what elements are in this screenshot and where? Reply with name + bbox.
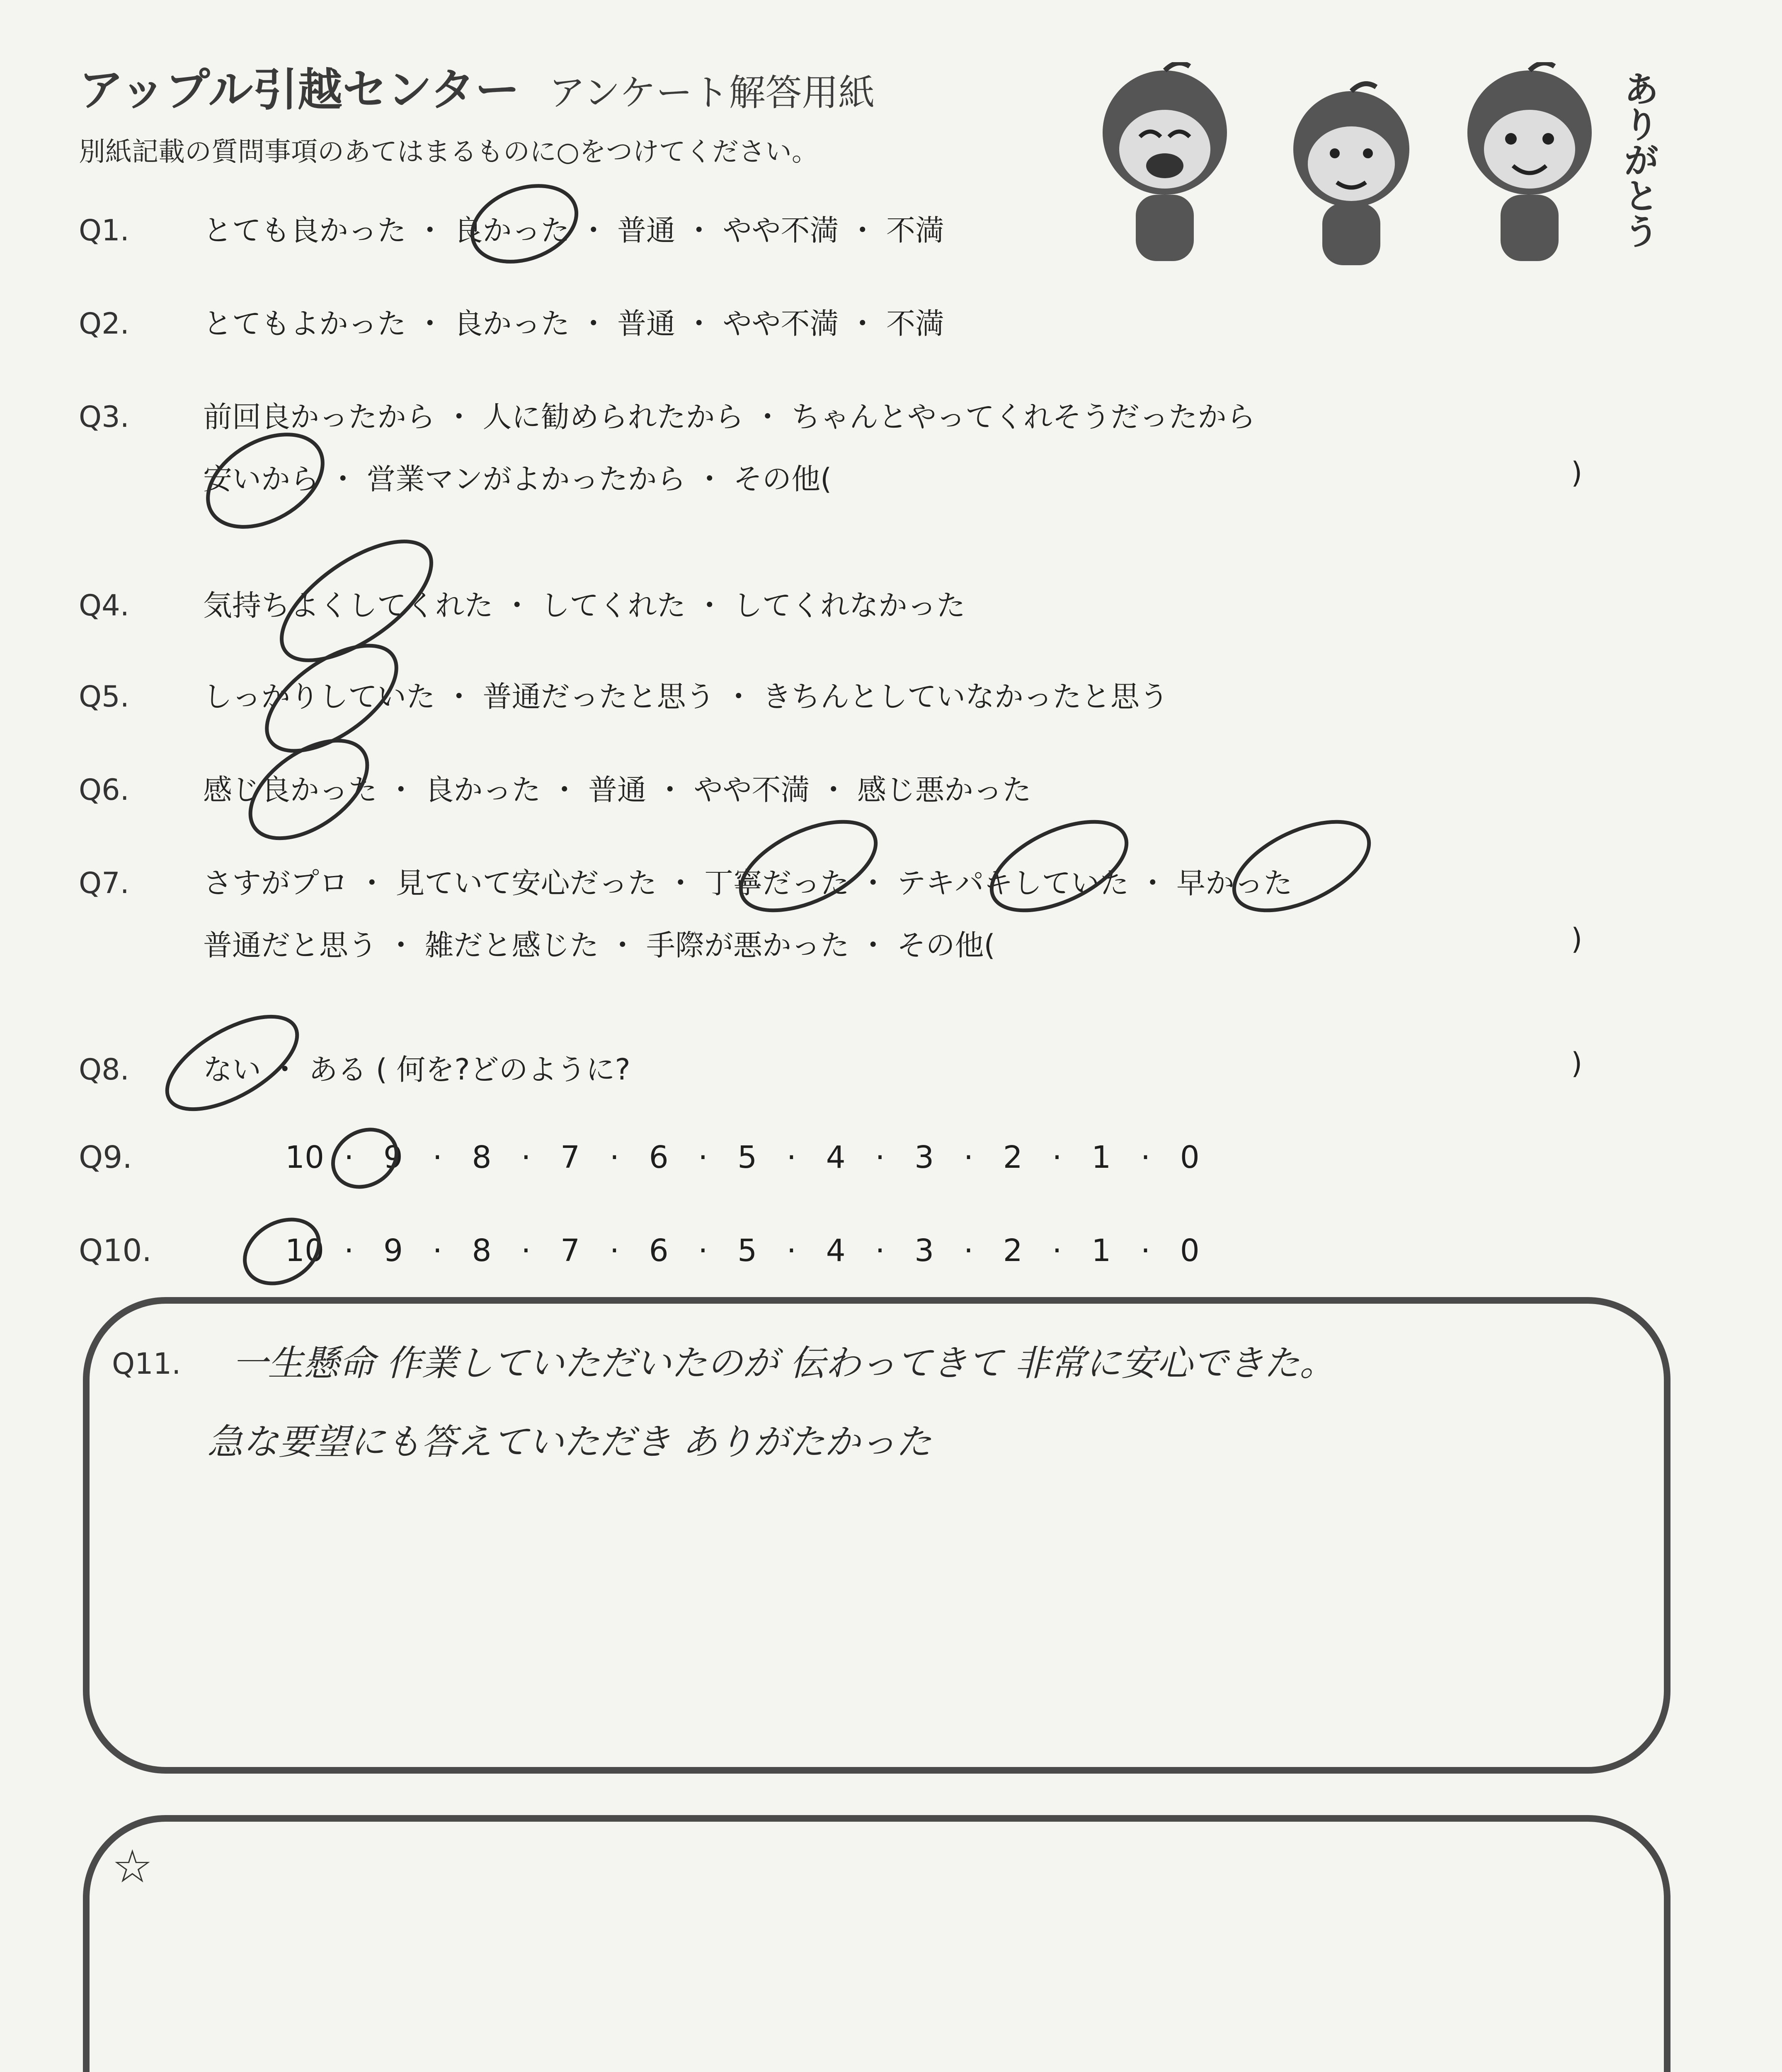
comment-box — [83, 1815, 1670, 2072]
scale-value: 3 — [914, 1233, 934, 1268]
question-options: さすがプロ ・ 見ていて安心だった ・ 丁寧だった ・ テキパキしていた ・ 早かった — [203, 866, 1293, 900]
scale-value: 10 — [285, 1140, 325, 1175]
question-options: ない ・ ある ( 何を?どのように? — [203, 1053, 630, 1087]
question-q3 — [79, 394, 1256, 436]
question-number: Q7. — [79, 866, 129, 900]
scale-value: 3 — [914, 1140, 934, 1175]
question-q10: Q10. 10 · 9 · 8 · 7 · 6 · 5 · 4 · 3 · 2 · 1 · 0 — [79, 1233, 1229, 1268]
scale-value: 6 — [649, 1233, 669, 1268]
paren-close: ) — [1571, 456, 1583, 490]
scale-value: 4 — [826, 1140, 846, 1175]
scale-value: 4 — [826, 1233, 846, 1268]
scale-value: 1 — [1091, 1233, 1111, 1268]
q11-handwritten-line1: 一生懸命 作業していただいたのが 伝わってきて 非常に安心できた。 — [232, 1343, 1336, 1384]
question-q7-line2: 普通だと思う ・ 雑だと感じた ・ 手際が悪かった ・ その他( — [203, 928, 995, 962]
q11-label: Q11. — [112, 1347, 181, 1381]
monkey-mascot-smiling — [1264, 79, 1438, 269]
question-options: 前回良かったから ・ 人に勧められたから ・ ちゃんとやってくれそうだったから — [203, 400, 1256, 434]
scale-value: 7 — [560, 1233, 580, 1268]
question-number: Q10. — [79, 1233, 152, 1268]
paren-close: ) — [1571, 922, 1583, 956]
scale-value: 5 — [737, 1233, 757, 1268]
scale-value: 6 — [649, 1140, 669, 1175]
question-number: Q3. — [79, 400, 129, 434]
question-q2 — [79, 300, 944, 342]
paren-close: ) — [1571, 1046, 1583, 1080]
instruction-text: 別紙記載の質問事項のあてはまるものに○をつけてください。 — [79, 137, 818, 167]
question-number: Q8. — [79, 1053, 129, 1087]
scale-value: 9 — [383, 1140, 403, 1175]
form-subtitle: アンケート解答用紙 — [548, 71, 875, 114]
monkey-mascot-laughing — [1078, 62, 1252, 269]
question-q6 — [79, 767, 1031, 808]
question-q9: Q9. 10 · 9 · 8 · 7 · 6 · 5 · 4 · 3 · 2 · 1 · 0 — [79, 1140, 1229, 1175]
question-q7 — [79, 860, 1292, 902]
scale-value: 9 — [383, 1233, 403, 1268]
scale-value: 0 — [1180, 1233, 1200, 1268]
question-number: Q9. — [79, 1140, 132, 1175]
company-name: アップル引越センター — [79, 64, 520, 116]
question-options: とてもよかった ・ 良かった ・ 普通 ・ やや不満 ・ 不満 — [203, 307, 945, 341]
scale-value: 0 — [1180, 1140, 1200, 1175]
question-number: Q1. — [79, 213, 129, 247]
question-options: 感じ良かった ・ 良かった ・ 普通 ・ やや不満 ・ 感じ悪かった — [203, 773, 1032, 807]
star-icon: ☆ — [112, 1840, 153, 1893]
scale-value: 8 — [472, 1140, 492, 1175]
question-options: 気持ちよくしてくれた ・ してくれた ・ してくれなかった — [203, 588, 966, 622]
question-number: Q2. — [79, 307, 129, 341]
question-options: とても良かった ・ 良かった ・ 普通 ・ やや不満 ・ 不満 — [203, 213, 945, 247]
question-q5 — [79, 673, 1169, 715]
scale-value: 5 — [737, 1140, 757, 1175]
question-number: Q4. — [79, 588, 129, 622]
thanks-text: ありがとう — [1617, 70, 1659, 249]
question-q8 — [79, 1046, 630, 1088]
scale-value: 2 — [1003, 1233, 1023, 1268]
question-q1 — [79, 207, 944, 249]
question-options: しっかりしていた ・ 普通だったと思う ・ きちんとしていなかったと思う — [203, 680, 1169, 714]
scale-value: 7 — [560, 1140, 580, 1175]
question-number: Q6. — [79, 773, 129, 807]
question-number: Q5. — [79, 680, 129, 714]
monkey-mascot-happy — [1443, 62, 1617, 269]
q11-handwritten-line2: 急な要望にも答えていただき ありがたかった — [207, 1421, 932, 1463]
question-q3-line2: 安いから ・ 営業マンがよかったから ・ その他( — [203, 462, 832, 496]
question-q4 — [79, 582, 965, 624]
scale-value: 8 — [472, 1233, 492, 1268]
page-title — [79, 54, 875, 118]
scale-value: 1 — [1091, 1140, 1111, 1175]
scale-value: 10 — [285, 1233, 325, 1268]
scale-value: 2 — [1003, 1140, 1023, 1175]
